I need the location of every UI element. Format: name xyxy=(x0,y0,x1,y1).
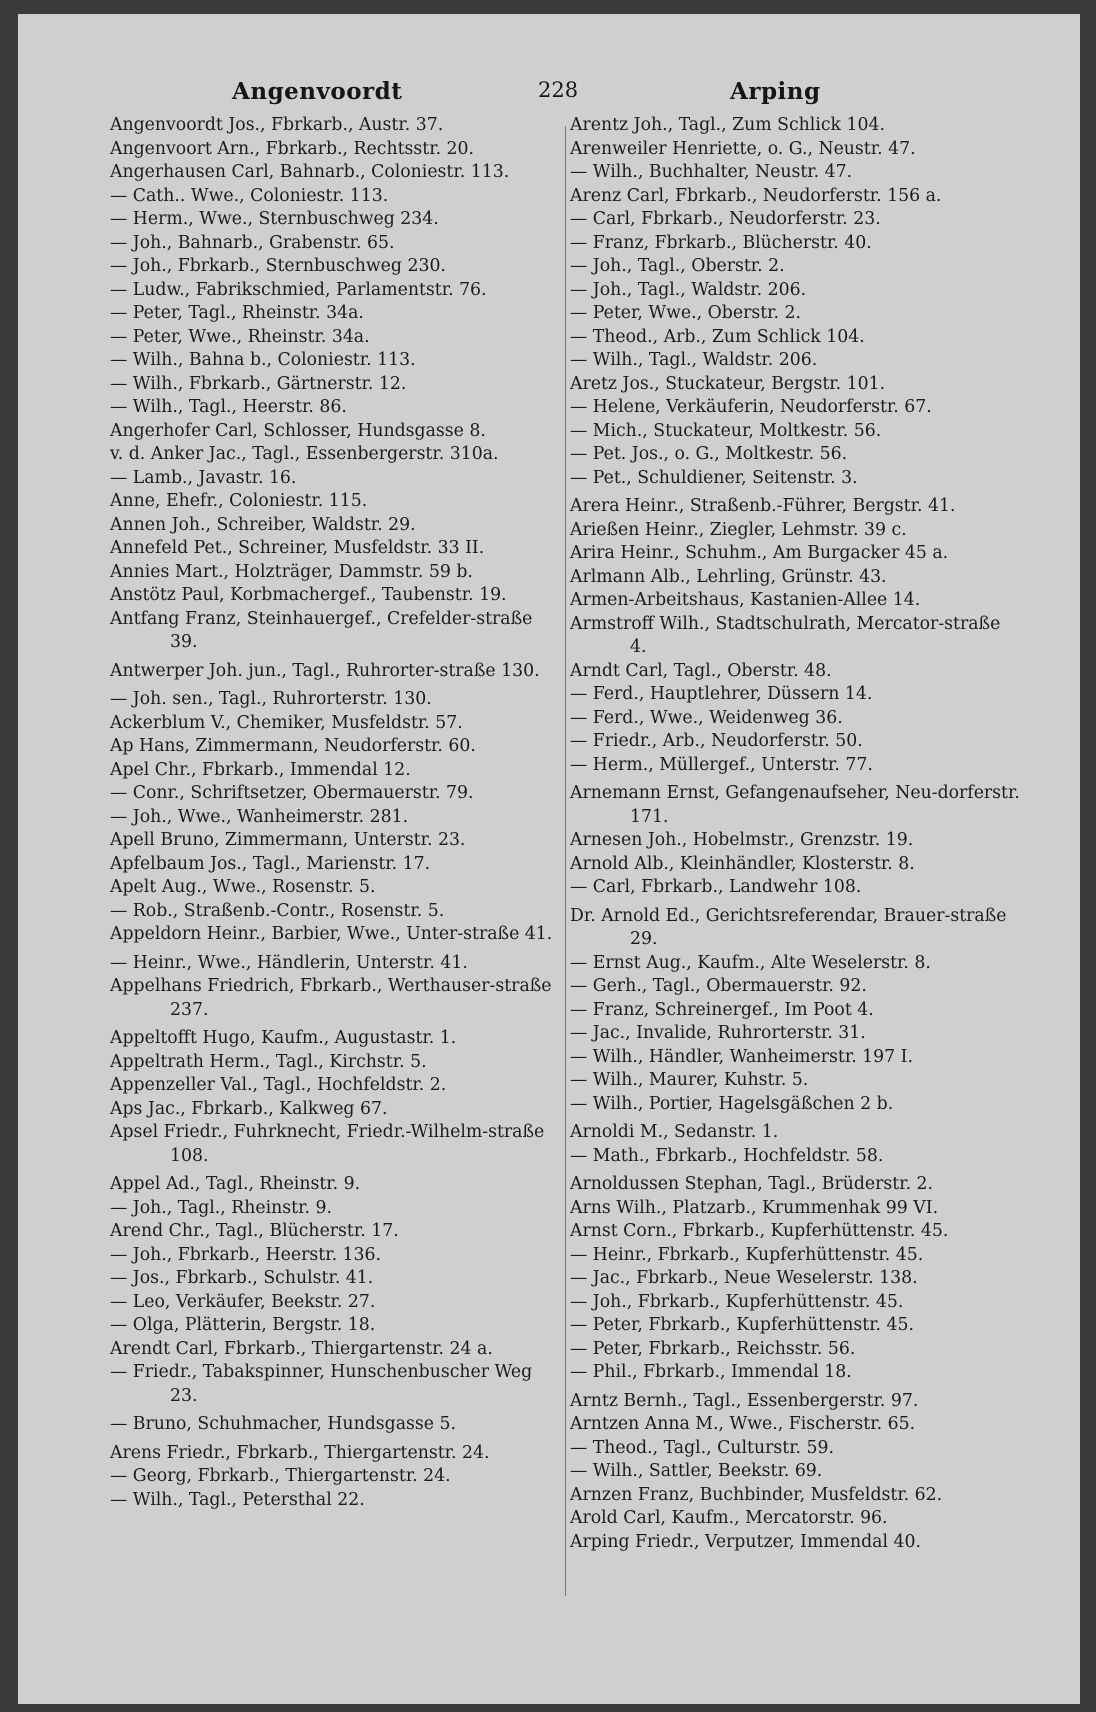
directory-entry: Appel Ad., Tagl., Rheinstr. 9. xyxy=(110,1174,361,1194)
directory-entry: — Herm., Müllergef., Unterstr. 77. xyxy=(570,754,873,775)
directory-entry: Arndt Carl, Tagl., Oberstr. 48. xyxy=(570,660,832,681)
directory-entry: Angerhausen Carl, Bahnarb., Coloniestr. 113. xyxy=(110,162,510,182)
directory-entry: Aretz Jos., Stuckateur, Bergstr. 101. xyxy=(570,373,886,394)
directory-entry: — Ferd., Wwe., Weidenweg 36. xyxy=(570,707,843,728)
directory-entry: — Friedr., Arb., Neudorferstr. 50. xyxy=(570,731,863,751)
directory-entry: — Phil., Fbrkarb., Immendal 18. xyxy=(570,1362,852,1382)
directory-entry: — Ludw., Fabrikschmied, Parlamentstr. 76. xyxy=(110,279,487,300)
directory-entry: Arießen Heinr., Ziegler, Lehmstr. 39 c. xyxy=(570,519,907,540)
directory-entry: Apel Chr., Fbrkarb., Immendal 12. xyxy=(110,759,411,780)
directory-entry: — Carl, Fbrkarb., Neudorferstr. 23. xyxy=(570,209,881,229)
directory-entry: — Gerh., Tagl., Obermauerstr. 92. xyxy=(570,976,867,996)
directory-entry: — Math., Fbrkarb., Hochfeldstr. 58. xyxy=(570,1145,884,1166)
directory-page xyxy=(18,14,1080,1704)
directory-entry: — Peter, Fbrkarb., Reichsstr. 56. xyxy=(570,1338,856,1359)
directory-entry: Anne, Ehefr., Coloniestr. 115. xyxy=(110,491,368,511)
directory-entry: Arendt Carl, Fbrkarb., Thiergartenstr. 24 a. xyxy=(110,1338,493,1359)
directory-entry: Arnold Alb., Kleinhändler, Klosterstr. 8. xyxy=(570,853,915,874)
directory-entry: — Franz, Schreinergef., Im Poot 4. xyxy=(570,999,874,1020)
directory-entry: Armstroff Wilh., Stadtschulrath, Mercator-straße 4. xyxy=(570,613,1001,657)
directory-entry: Ap Hans, Zimmermann, Neudorferstr. 60. xyxy=(110,736,476,756)
directory-entry: Annies Mart., Holzträger, Dammstr. 59 b. xyxy=(110,561,473,582)
directory-entry: Appeltofft Hugo, Kaufm., Augustastr. 1. xyxy=(110,1028,457,1048)
directory-entry: Arenz Carl, Fbrkarb., Neudorferstr. 156 a. xyxy=(570,185,942,206)
directory-entry: — Bruno, Schuhmacher, Hundsgasse 5. xyxy=(110,1414,456,1434)
directory-entry: Appelhans Friedrich, Fbrkarb., Werthauser-straße 237. xyxy=(110,976,552,1020)
directory-entry: — Wilh., Fbrkarb., Gärtnerstr. 12. xyxy=(110,373,407,394)
directory-entry: Arnesen Joh., Hobelmstr., Grenzstr. 19. xyxy=(570,830,914,850)
directory-entry: — Helene, Verkäuferin, Neudorferstr. 67. xyxy=(570,397,932,417)
directory-entry: Arira Heinr., Schuhm., Am Burgacker 45 a. xyxy=(570,543,949,563)
directory-entry: Antwerper Joh. jun., Tagl., Ruhrorter-straße 130. xyxy=(110,660,540,681)
directory-entry: — Wilh., Tagl., Petersthal 22. xyxy=(110,1489,365,1510)
directory-entry: — Heinr., Wwe., Händlerin, Unterstr. 41. xyxy=(110,952,468,973)
header-right-catchword: Arping xyxy=(730,78,821,105)
directory-entry: — Cath.. Wwe., Coloniestr. 113. xyxy=(110,185,389,206)
directory-entry: Angerhofer Carl, Schlosser, Hundsgasse 8. xyxy=(110,420,486,441)
directory-entry: Arens Friedr., Fbrkarb., Thiergartenstr. 24. xyxy=(110,1442,490,1463)
directory-entry: — Joh., Tagl., Oberstr. 2. xyxy=(570,256,785,276)
directory-entry: Dr. Arnold Ed., Gerichtsreferendar, Brauer-straße 29. xyxy=(570,905,1007,949)
directory-entry: — Joh., Bahnarb., Grabenstr. 65. xyxy=(110,232,395,253)
directory-entry: — Wilh., Bahna b., Coloniestr. 113. xyxy=(110,350,416,370)
directory-entry: — Joh., Wwe., Wanheimerstr. 281. xyxy=(110,806,409,827)
directory-entry: Appenzeller Val., Tagl., Hochfeldstr. 2. xyxy=(110,1075,447,1095)
directory-entry: — Pet. Jos., o. G., Moltkestr. 56. xyxy=(570,444,848,464)
directory-entry: — Friedr., Tabakspinner, Hunschenbuscher Weg 23. xyxy=(110,1362,533,1406)
column-divider xyxy=(565,126,566,1596)
directory-entry: Arntz Bernh., Tagl., Essenbergerstr. 97. xyxy=(570,1390,919,1411)
directory-entry: — Herm., Wwe., Sternbuschweg 234. xyxy=(110,209,439,229)
directory-entry: — Joh., Fbrkarb., Kupferhüttenstr. 45. xyxy=(570,1291,904,1312)
directory-entry: Arntzen Anna M., Wwe., Fischerstr. 65. xyxy=(570,1414,916,1434)
directory-entry: Arend Chr., Tagl., Blücherstr. 17. xyxy=(110,1221,399,1241)
directory-entry: Angenvoordt Jos., Fbrkarb., Austr. 37. xyxy=(110,115,444,135)
directory-entry: — Jac., Fbrkarb., Neue Weselerstr. 138. xyxy=(570,1268,918,1288)
page-number: 228 xyxy=(538,78,579,102)
directory-entry: Arnzen Franz, Buchbinder, Musfeldstr. 62. xyxy=(570,1484,943,1505)
page-header xyxy=(18,78,1080,108)
directory-entry: — Peter, Fbrkarb., Kupferhüttenstr. 45. xyxy=(570,1315,915,1335)
directory-entry: — Theod., Arb., Zum Schlick 104. xyxy=(570,326,865,347)
directory-entry: Anstötz Paul, Korbmachergef., Taubenstr. 19. xyxy=(110,585,507,605)
directory-entry: — Heinr., Fbrkarb., Kupferhüttenstr. 45. xyxy=(570,1244,924,1265)
directory-entry: — Wilh., Tagl., Waldstr. 206. xyxy=(570,350,818,370)
directory-entry: Angenvoort Arn., Fbrkarb., Rechtsstr. 20. xyxy=(110,138,475,159)
directory-entry: — Ferd., Hauptlehrer, Düssern 14. xyxy=(570,684,873,704)
directory-entry: — Mich., Stuckateur, Moltkestr. 56. xyxy=(570,420,882,441)
directory-entry: — Georg, Fbrkarb., Thiergartenstr. 24. xyxy=(110,1466,451,1486)
directory-entry: — Wilh., Sattler, Beekstr. 69. xyxy=(570,1461,823,1481)
directory-entry: Arns Wilh., Platzarb., Krummenhak 99 VI. xyxy=(570,1197,939,1218)
directory-entry: — Carl, Fbrkarb., Landwehr 108. xyxy=(570,877,862,897)
directory-entry: Arnst Corn., Fbrkarb., Kupferhüttenstr. 45. xyxy=(570,1221,949,1241)
directory-entry: Antfang Franz, Steinhauergef., Crefelder-straße 39. xyxy=(110,608,533,652)
directory-entry: Arenweiler Henriette, o. G., Neustr. 47. xyxy=(570,138,916,159)
directory-entry: — Wilh., Tagl., Heerstr. 86. xyxy=(110,397,347,417)
directory-entry: — Peter, Tagl., Rheinstr. 34a. xyxy=(110,303,364,323)
directory-entry: — Joh., Fbrkarb., Heerstr. 136. xyxy=(110,1244,382,1265)
directory-entry: Apfelbaum Jos., Tagl., Marienstr. 17. xyxy=(110,853,431,874)
directory-entry: — Olga, Plätterin, Bergstr. 18. xyxy=(110,1315,376,1335)
left-column xyxy=(110,114,556,1512)
directory-entry: Arnoldi M., Sedanstr. 1. xyxy=(570,1122,779,1142)
directory-entry: Apsel Friedr., Fuhrknecht, Friedr.-Wilhelm-straße 108. xyxy=(110,1122,545,1166)
directory-entry: — Joh. sen., Tagl., Ruhrorterstr. 130. xyxy=(110,689,432,709)
header-left-catchword: Angenvoordt xyxy=(232,78,403,105)
directory-entry: Arnemann Ernst, Gefangenaufseher, Neu-dorferstr. 171. xyxy=(570,783,1020,827)
directory-entry: Annen Joh., Schreiber, Waldstr. 29. xyxy=(110,514,416,535)
directory-entry: — Joh., Fbrkarb., Sternbuschweg 230. xyxy=(110,256,446,276)
directory-entry: v. d. Anker Jac., Tagl., Essenbergerstr. 310a. xyxy=(110,444,499,464)
directory-entry: — Wilh., Portier, Hagelsgäßchen 2 b. xyxy=(570,1093,894,1114)
directory-entry: — Joh., Tagl., Rheinstr. 9. xyxy=(110,1197,332,1218)
directory-entry: — Peter, Wwe., Oberstr. 2. xyxy=(570,303,801,323)
directory-entry: — Rob., Straßenb.-Contr., Rosenstr. 5. xyxy=(110,900,445,921)
directory-entry: Apell Bruno, Zimmermann, Unterstr. 23. xyxy=(110,830,466,850)
right-column xyxy=(570,114,1022,1554)
directory-entry: Arentz Joh., Tagl., Zum Schlick 104. xyxy=(570,115,885,135)
directory-entry: — Wilh., Händler, Wanheimerstr. 197 I. xyxy=(570,1046,913,1067)
directory-entry: — Leo, Verkäufer, Beekstr. 27. xyxy=(110,1291,376,1312)
directory-entry: Aps Jac., Fbrkarb., Kalkweg 67. xyxy=(110,1098,388,1119)
directory-entry: — Peter, Wwe., Rheinstr. 34a. xyxy=(110,326,370,347)
directory-entry: Arold Carl, Kaufm., Mercatorstr. 96. xyxy=(570,1508,888,1528)
directory-entry: Appeldorn Heinr., Barbier, Wwe., Unter-straße 41. xyxy=(110,924,553,944)
directory-entry: Arping Friedr., Verputzer, Immendal 40. xyxy=(570,1531,921,1552)
directory-entry: — Jac., Invalide, Ruhrorterstr. 31. xyxy=(570,1023,866,1043)
directory-entry: Arnoldussen Stephan, Tagl., Brüderstr. 2. xyxy=(570,1174,934,1194)
directory-entry: — Pet., Schuldiener, Seitenstr. 3. xyxy=(570,467,858,488)
directory-entry: — Conr., Schriftsetzer, Obermauerstr. 79. xyxy=(110,783,474,803)
directory-entry: — Jos., Fbrkarb., Schulstr. 41. xyxy=(110,1268,374,1288)
directory-entry: — Wilh., Maurer, Kuhstr. 5. xyxy=(570,1070,809,1090)
directory-entry: Appeltrath Herm., Tagl., Kirchstr. 5. xyxy=(110,1051,427,1072)
directory-entry: Apelt Aug., Wwe., Rosenstr. 5. xyxy=(110,877,376,897)
directory-entry: Arera Heinr., Straßenb.-Führer, Bergstr. 41. xyxy=(570,496,956,516)
directory-entry: Armen-Arbeitshaus, Kastanien-Allee 14. xyxy=(570,590,921,610)
directory-entry: — Ernst Aug., Kaufm., Alte Weselerstr. 8. xyxy=(570,952,931,973)
directory-entry: Arlmann Alb., Lehrling, Grünstr. 43. xyxy=(570,566,887,587)
directory-entry: — Theod., Tagl., Culturstr. 59. xyxy=(570,1437,835,1458)
directory-entry: Ackerblum V., Chemiker, Musfeldstr. 57. xyxy=(110,712,463,733)
directory-entry: — Joh., Tagl., Waldstr. 206. xyxy=(570,279,807,300)
directory-entry: Annefeld Pet., Schreiner, Musfeldstr. 33 II. xyxy=(110,538,485,558)
directory-entry: — Wilh., Buchhalter, Neustr. 47. xyxy=(570,162,853,182)
directory-entry: — Franz, Fbrkarb., Blücherstr. 40. xyxy=(570,232,872,253)
directory-entry: — Lamb., Javastr. 16. xyxy=(110,467,297,488)
